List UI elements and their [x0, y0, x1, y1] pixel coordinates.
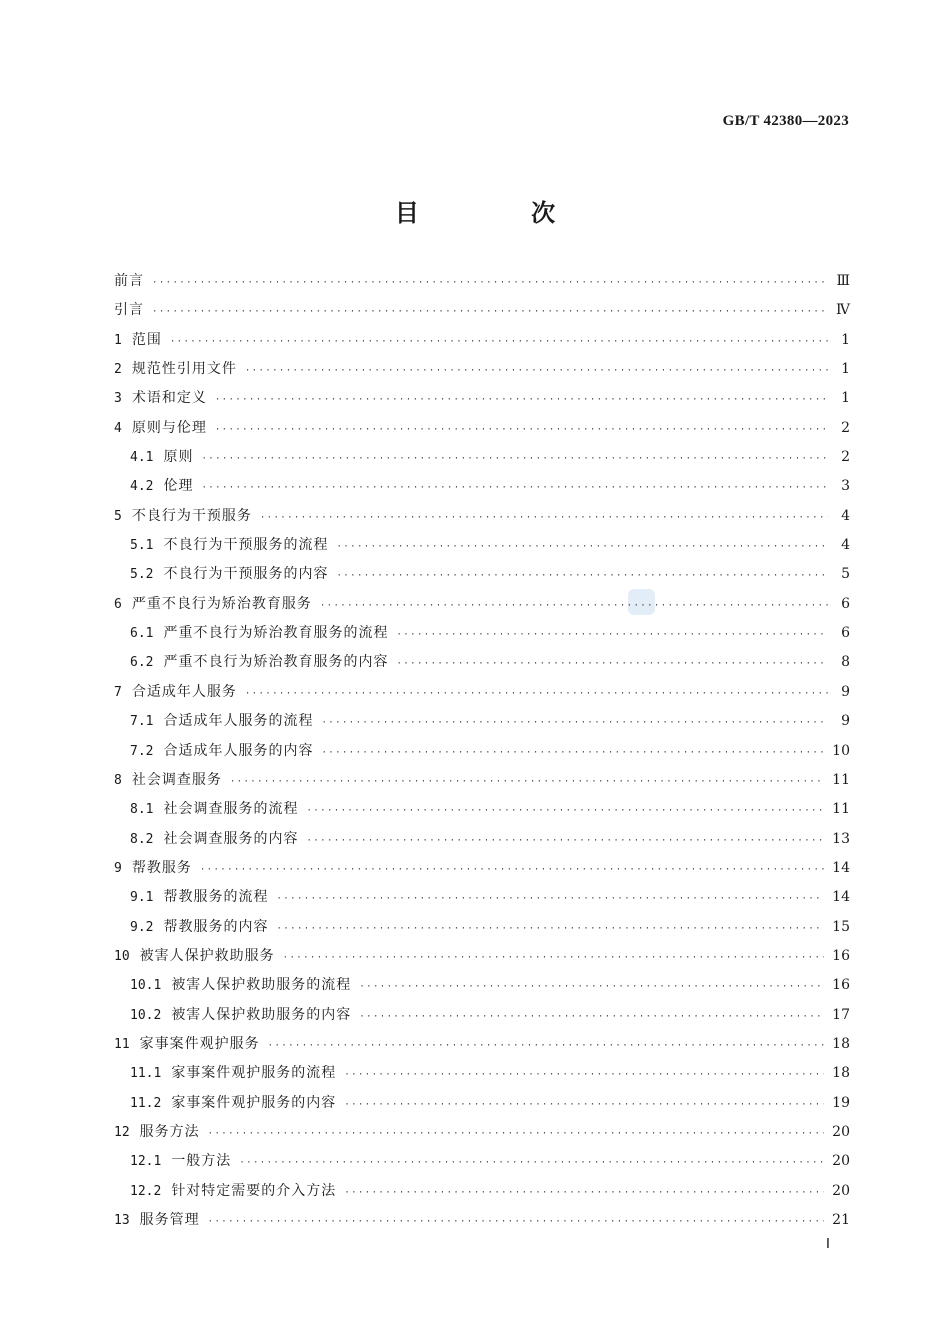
toc-entry-label: 帮教服务: [131, 859, 192, 876]
toc-entry-number: 12: [114, 1124, 130, 1140]
toc-entry[interactable]: [114, 740, 850, 769]
toc-entry-number: 6.2: [130, 655, 154, 671]
toc-entry-label: 严重不良行为矫治教育服务的内容: [163, 654, 389, 671]
toc-entry-page: 10: [832, 742, 850, 759]
toc-entry-number: 11: [114, 1036, 130, 1052]
toc-entry-page: 18: [832, 1065, 850, 1082]
toc-entry[interactable]: [114, 974, 850, 1003]
toc-entry-page: 3: [841, 478, 850, 495]
toc-dot-leader: [320, 601, 828, 611]
table-of-contents: [114, 270, 850, 1238]
toc-entry[interactable]: [114, 1209, 850, 1238]
toc-entry-page: 19: [832, 1094, 850, 1111]
toc-dot-leader: [260, 513, 828, 523]
toc-dot-leader: [230, 777, 824, 787]
toc-entry-page: 14: [832, 859, 850, 876]
toc-dot-leader: [152, 307, 828, 317]
toc-dot-leader: [306, 836, 824, 846]
toc-entry[interactable]: [114, 270, 850, 299]
toc-entry[interactable]: [114, 1004, 850, 1033]
toc-entry[interactable]: [114, 358, 850, 387]
toc-dot-leader: [306, 806, 824, 816]
toc-entry-number: 11.2: [130, 1095, 162, 1111]
toc-dot-leader: [152, 278, 828, 288]
toc-dot-leader: [200, 865, 824, 875]
toc-entry[interactable]: [114, 828, 850, 857]
toc-entry-page: 6: [841, 595, 850, 612]
toc-entry-number: 1: [114, 332, 122, 348]
toc-entry-label: 服务管理: [139, 1212, 200, 1228]
toc-entry-label: 合适成年人服务: [131, 683, 237, 700]
toc-entry[interactable]: [114, 798, 850, 827]
toc-entry-label: 不良行为干预服务的内容: [163, 566, 329, 583]
toc-entry-label: 家事案件观护服务的内容: [171, 1094, 337, 1111]
toc-entry[interactable]: [114, 534, 850, 563]
toc-entry-label: 合适成年人服务的流程: [163, 713, 314, 730]
toc-entry[interactable]: [114, 593, 850, 622]
toc-entry-number: 4.2: [130, 479, 154, 495]
toc-entry-number: 4: [114, 420, 122, 436]
toc-entry-page: 4: [841, 507, 850, 524]
toc-entry[interactable]: [114, 446, 850, 475]
toc-entry-number: 10.1: [130, 978, 162, 994]
toc-entry-page: 4: [841, 537, 850, 554]
toc-dot-leader: [283, 953, 825, 963]
toc-dot-leader: [215, 395, 828, 405]
toc-entry-label: 不良行为干预服务的流程: [163, 537, 329, 554]
toc-entry[interactable]: [114, 1180, 850, 1209]
toc-entry-page: 20: [832, 1182, 850, 1199]
toc-entry-page: 21: [832, 1212, 850, 1228]
toc-entry-number: 3: [114, 391, 122, 407]
toc-entry-page: 1: [841, 390, 850, 407]
toc-entry-label: 被害人保护救助服务的内容: [171, 1006, 352, 1023]
toc-entry-label: 原则与伦理: [131, 419, 207, 436]
toc-dot-leader: [170, 337, 828, 347]
toc-dot-leader: [344, 1070, 824, 1080]
page-title: 目 次: [394, 199, 608, 227]
toc-dot-leader: [245, 689, 828, 699]
toc-dot-leader: [321, 748, 824, 758]
toc-entry-label: 家事案件观护服务的流程: [171, 1065, 337, 1082]
toc-entry-page: 9: [841, 713, 850, 730]
toc-entry-number: 4.1: [130, 450, 154, 466]
toc-entry-number: 10.2: [130, 1007, 162, 1023]
toc-entry-label: 伦理: [163, 478, 194, 495]
toc-entry-label: 严重不良行为矫治教育服务: [131, 595, 312, 612]
toc-entry[interactable]: [114, 387, 850, 416]
toc-entry[interactable]: [114, 299, 850, 328]
toc-entry[interactable]: [114, 886, 850, 915]
toc-entry-page: 16: [832, 947, 850, 964]
toc-entry[interactable]: [114, 329, 850, 358]
toc-dot-leader: [215, 425, 828, 435]
toc-entry-label: 针对特定需要的介入方法: [171, 1182, 337, 1199]
toc-entry-number: 9: [114, 860, 122, 876]
toc-entry-page: 15: [832, 918, 850, 935]
toc-entry-page: 16: [832, 977, 850, 994]
toc-entry-number: 8.2: [130, 831, 154, 847]
toc-entry-label: 家事案件观护服务: [139, 1035, 260, 1052]
toc-entry-number: 7.2: [130, 743, 154, 759]
toc-entry-label: 被害人保护救助服务: [139, 947, 275, 964]
toc-dot-leader: [208, 1129, 825, 1139]
toc-entry-number: 10: [114, 948, 130, 964]
toc-entry-page: 8: [841, 654, 850, 671]
toc-entry-number: 12.2: [130, 1183, 162, 1199]
toc-dot-leader: [396, 659, 828, 669]
toc-entry-number: 8.1: [130, 802, 154, 818]
toc-dot-leader: [344, 1188, 824, 1198]
toc-entry[interactable]: [114, 505, 850, 534]
toc-entry[interactable]: [114, 1062, 850, 1091]
toc-entry-number: 11.1: [130, 1066, 162, 1082]
toc-entry[interactable]: [114, 1121, 850, 1150]
toc-entry-number: 6: [114, 596, 122, 612]
toc-entry-page: 9: [841, 683, 850, 700]
standard-code: GB/T 42380—2023: [722, 113, 849, 129]
toc-entry[interactable]: [114, 916, 850, 945]
toc-entry-number: 5: [114, 508, 122, 524]
toc-entry[interactable]: [114, 475, 850, 504]
toc-entry-page: 13: [832, 830, 850, 847]
toc-entry-page: 18: [832, 1035, 850, 1052]
toc-entry-label: 规范性引用文件: [131, 361, 237, 378]
toc-entry-number: 9.2: [130, 919, 154, 935]
toc-entry[interactable]: [114, 563, 850, 592]
toc-entry-number: 12.1: [130, 1154, 162, 1170]
toc-entry-label: 合适成年人服务的内容: [163, 742, 314, 759]
toc-entry-label: 帮教服务的流程: [163, 889, 269, 906]
toc-entry[interactable]: [114, 1033, 850, 1062]
toc-entry[interactable]: [114, 769, 850, 798]
toc-entry-number: 7.1: [130, 714, 154, 730]
toc-entry-page: Ⅲ: [836, 273, 850, 289]
toc-dot-leader: [276, 924, 824, 934]
toc-entry-label: 前言: [114, 273, 144, 289]
toc-entry-page: 20: [832, 1123, 850, 1140]
toc-entry-number: 5.1: [130, 538, 154, 554]
toc-entry[interactable]: [114, 417, 850, 446]
toc-entry-page: 20: [832, 1153, 850, 1170]
toc-entry[interactable]: [114, 945, 850, 974]
toc-entry-number: 13: [114, 1213, 130, 1228]
toc-entry-label: 服务方法: [139, 1123, 200, 1140]
toc-dot-leader: [336, 571, 828, 581]
toc-entry-page: 2: [841, 419, 850, 436]
toc-dot-leader: [239, 1158, 824, 1168]
toc-entry-label: 术语和定义: [131, 390, 207, 407]
toc-entry[interactable]: [114, 1150, 850, 1179]
toc-entry[interactable]: [114, 857, 850, 886]
toc-dot-leader: [344, 1100, 824, 1110]
footer-page-number: Ⅰ: [825, 1237, 830, 1252]
toc-entry[interactable]: [114, 681, 850, 710]
toc-entry-page: Ⅳ: [836, 302, 850, 319]
toc-entry-page: 2: [841, 449, 850, 466]
toc-entry-page: 5: [841, 566, 850, 583]
toc-entry-page: 14: [832, 889, 850, 906]
toc-entry-label: 社会调查服务的内容: [163, 830, 299, 847]
toc-dot-leader: [359, 1012, 824, 1022]
toc-entry-page: 1: [841, 361, 850, 378]
toc-entry-number: 9.1: [130, 890, 154, 906]
toc-dot-leader: [396, 630, 828, 640]
toc-entry-label: 被害人保护救助服务的流程: [171, 977, 352, 994]
toc-entry-label: 社会调查服务: [131, 771, 222, 788]
toc-entry-label: 范围: [131, 331, 162, 348]
toc-entry[interactable]: [114, 651, 850, 680]
toc-dot-leader: [336, 542, 828, 552]
toc-entry-number: 2: [114, 362, 122, 378]
toc-dot-leader: [359, 982, 824, 992]
toc-entry-label: 社会调查服务的流程: [163, 801, 299, 818]
toc-entry-number: 8: [114, 772, 122, 788]
toc-entry-label: 不良行为干预服务: [131, 507, 252, 524]
toc-entry-number: 6.1: [130, 626, 154, 642]
toc-entry-label: 严重不良行为矫治教育服务的流程: [163, 625, 389, 642]
toc-entry-page: 1: [841, 331, 850, 348]
toc-entry[interactable]: [114, 622, 850, 651]
toc-entry-page: 11: [832, 771, 850, 788]
toc-entry[interactable]: [114, 1092, 850, 1121]
toc-dot-leader: [268, 1041, 825, 1051]
toc-entry-page: 6: [841, 625, 850, 642]
toc-entry-page: 17: [832, 1006, 850, 1023]
toc-dot-leader: [201, 483, 828, 493]
toc-dot-leader: [208, 1217, 825, 1227]
toc-dot-leader: [276, 894, 824, 904]
toc-dot-leader: [245, 366, 828, 376]
toc-entry[interactable]: [114, 710, 850, 739]
toc-entry-label: 一般方法: [171, 1153, 232, 1170]
toc-entry-label: 原则: [163, 449, 194, 466]
toc-dot-leader: [201, 454, 828, 464]
toc-entry-number: 7: [114, 684, 122, 700]
toc-entry-label: 帮教服务的内容: [163, 918, 269, 935]
toc-entry-number: 5.2: [130, 567, 154, 583]
toc-entry-label: 引言: [114, 302, 144, 319]
toc-dot-leader: [321, 718, 828, 728]
toc-entry-page: 11: [832, 801, 850, 818]
